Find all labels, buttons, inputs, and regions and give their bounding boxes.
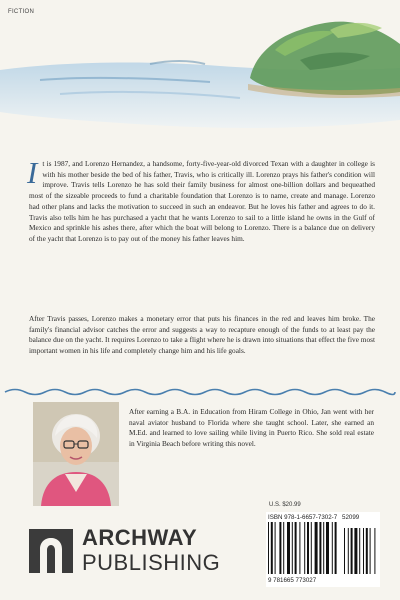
synopsis-paragraph — [27, 155, 375, 245]
publisher-name-line2: PUBLISHING — [82, 550, 221, 575]
price-addon-digits: 52099 — [342, 514, 360, 521]
watercolor-island-illustration — [0, 0, 400, 150]
author-photo — [33, 402, 119, 506]
publisher-logo — [29, 519, 221, 579]
barcode-digits: 9 781665 773027 — [268, 577, 317, 584]
drop-cap: I — [27, 155, 38, 190]
author-bio: After earning a B.A. in Education from Hiram College in Ohio, Jan went with her naval aviator husband to Florida where she taught school. Later, she earned an M.Ed. and learned to love sailing while living in Puerto Rico. She sold real estate in Virginia Beach before writing this novel. — [129, 407, 374, 449]
synopsis-text: t is 1987, and Lorenzo Hernandez, a handsome, forty-five-year-old divorced Texan with a daughter in college is with his mother beside the bed of his father, Travis, who is critically ill. Lorenzo prays his father's condition will improve. Travis tells Lorenzo he has sold their family business for almost one-billion dollars and bequeathed most of the sizeable proceeds to fund a charitable foundation that Lorenzo is to name, create and manage. Lorenzo had other plans and lacks the motivation to succeed in such an endeavor. But he loves his father and agrees to do it. Travis also tells him he has purchased a yacht that he wants Lorenzo to sail to a little island he owns in the Gulf of Mexico and sprinkle his ashes there, after which the boat will belong to Lorenzo. There is a balance due on delivery of the yacht that Lorenzo is to pay out of the money his father leaves him. — [29, 159, 375, 243]
price-label: U.S. $20.99 — [269, 502, 301, 508]
isbn-barcode — [268, 522, 378, 576]
publisher-name-line1: ARCHWAY — [82, 525, 198, 550]
wave-divider — [0, 386, 400, 398]
archway-arch-icon — [29, 529, 73, 573]
genre-label: FICTION — [8, 9, 35, 15]
isbn-label: ISBN 978-1-6657-7302-7 — [268, 514, 338, 521]
synopsis-paragraph-2: After Travis passes, Lorenzo makes a monetary error that puts his finances in the red and leaves him broke. The family's financial advisor catches the error and suggests a way to recapture enough of the funds to at least pay the balance due on the yacht. It requires Lorenzo to take a flight where he is drawn into situations that effect the five most important women in his life and completely change him and his life goals. — [29, 314, 375, 356]
